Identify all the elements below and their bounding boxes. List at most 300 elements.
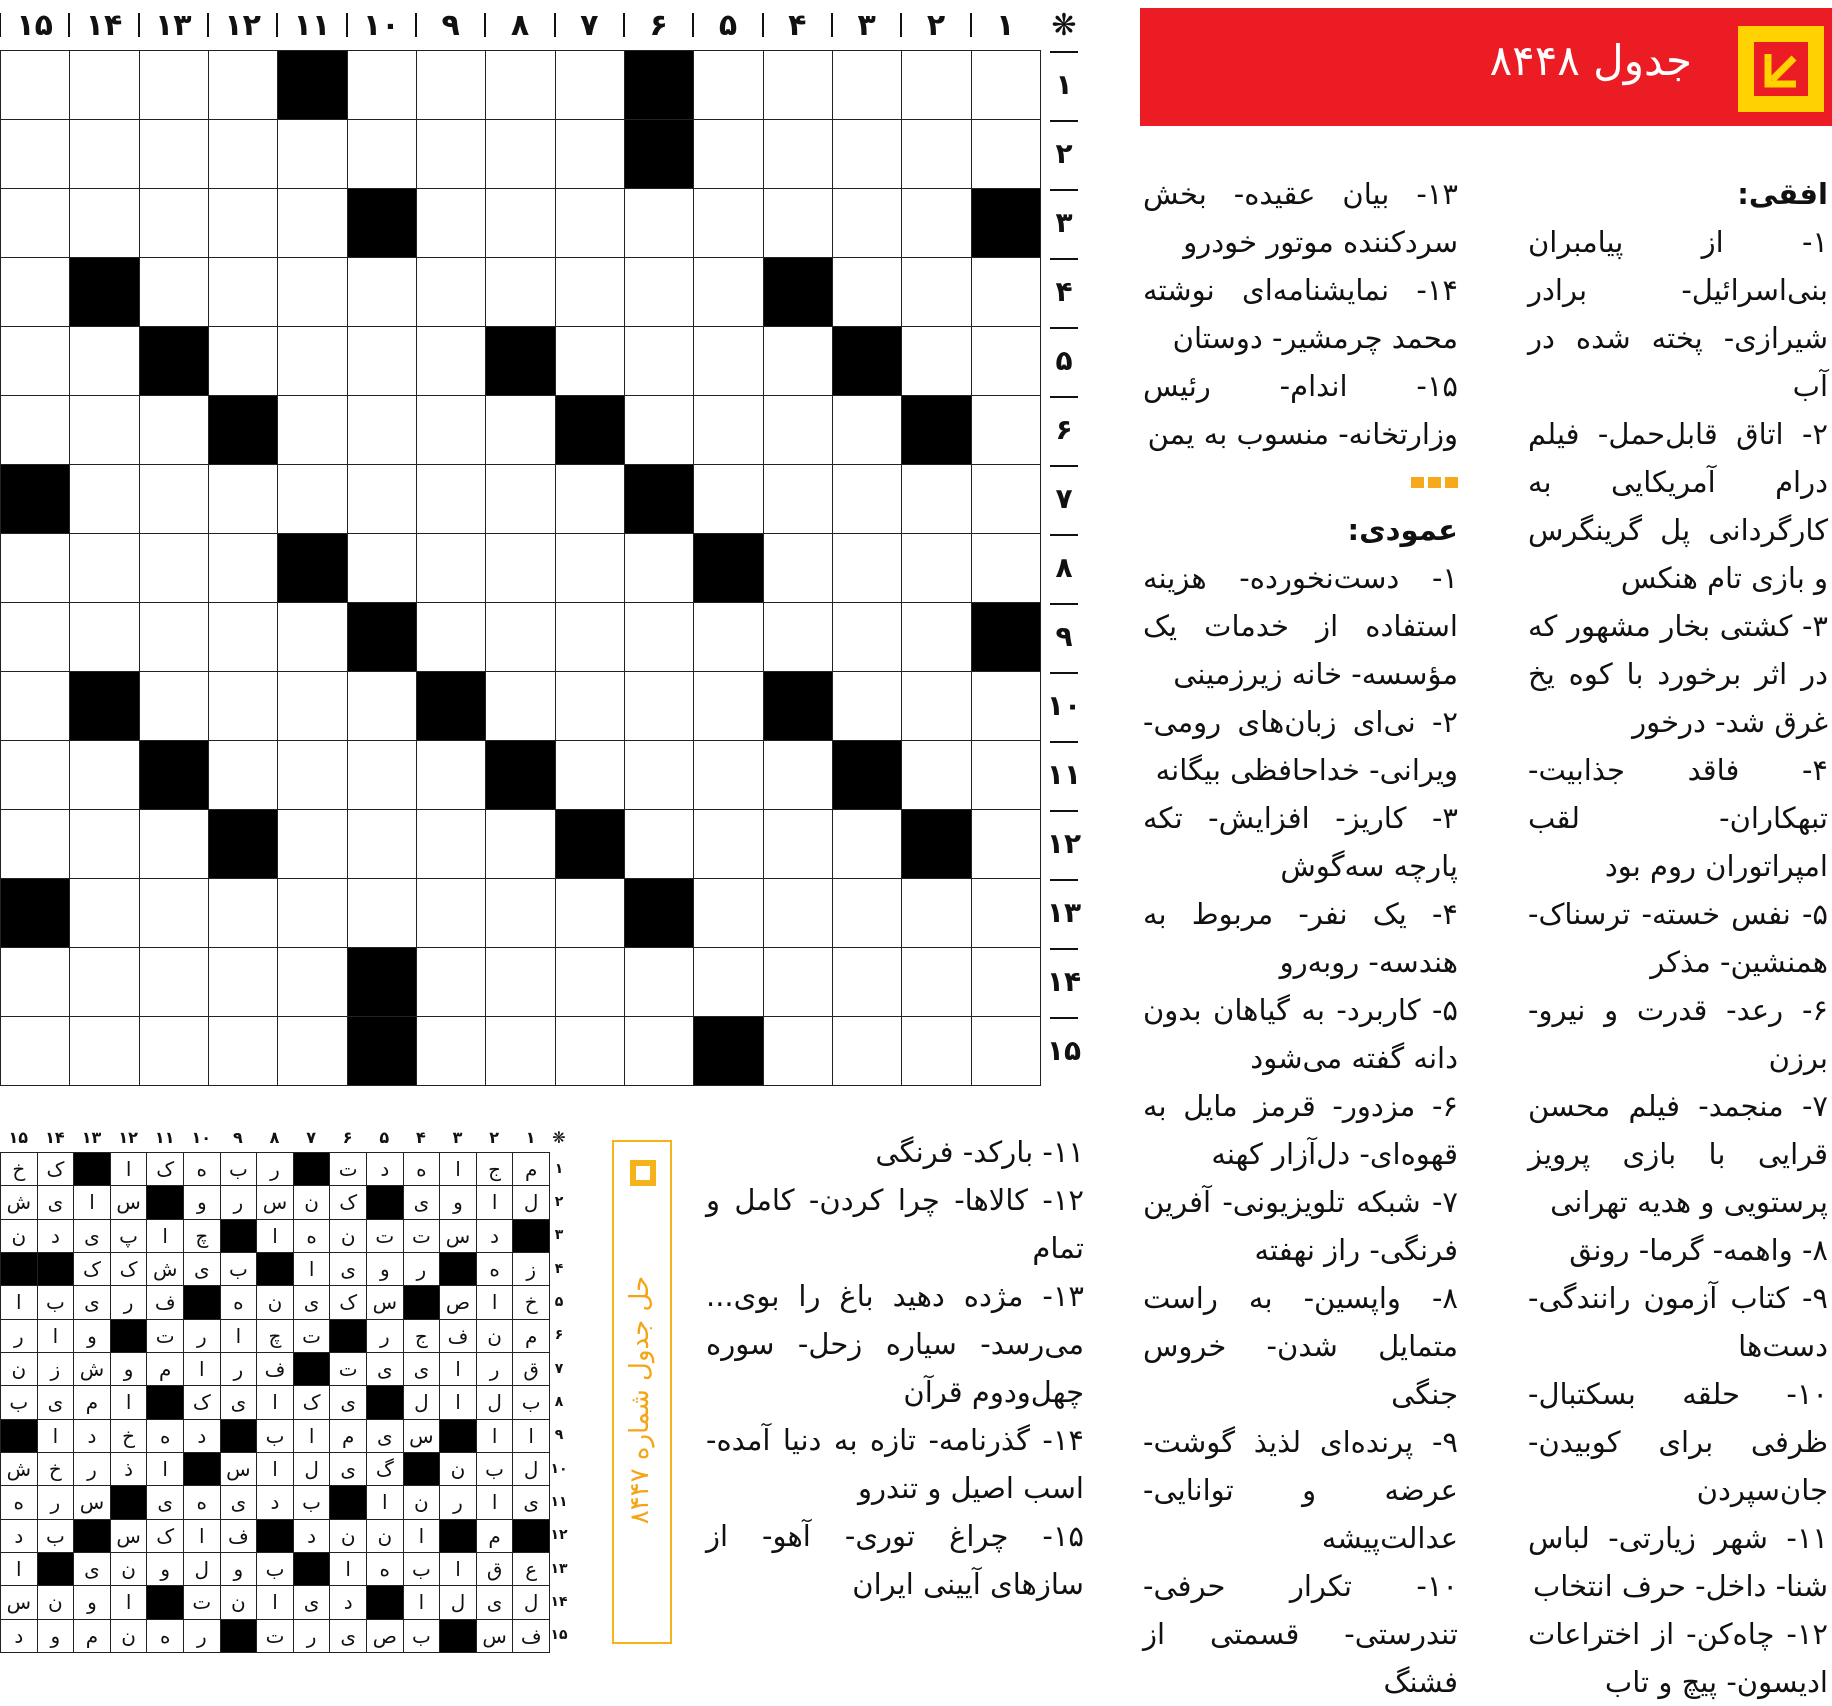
solution-cell: ی bbox=[476, 1585, 514, 1619]
clue-item: ۳- کاریز- افزایش- تکه پارچه سه‌گوش bbox=[1143, 801, 1458, 883]
solution-row-number: ۱۱ bbox=[550, 1493, 568, 1510]
solution-cell: ی bbox=[73, 1285, 111, 1319]
grid-cell bbox=[277, 119, 347, 189]
grid-cell bbox=[139, 809, 209, 879]
grid-cell bbox=[971, 740, 1041, 810]
solution-cell: س bbox=[110, 1185, 148, 1219]
row-number: ۱۵ bbox=[1046, 1034, 1082, 1067]
grid-cell bbox=[555, 1016, 625, 1086]
solution-cell: ش bbox=[0, 1185, 38, 1219]
grid-cell bbox=[277, 947, 347, 1017]
row-separator bbox=[1050, 603, 1078, 605]
row-number: ۱ bbox=[1055, 68, 1073, 101]
solution-cell: ن bbox=[110, 1552, 148, 1586]
grid-cell bbox=[416, 740, 486, 810]
grid-cell bbox=[901, 326, 971, 396]
row-number: ۸ bbox=[1055, 551, 1073, 584]
clue-item: ۱۲- کالاها- چرا کردن- کامل و تمام bbox=[706, 1183, 1084, 1265]
solution-cell: ر bbox=[183, 1619, 221, 1653]
solution-row-number: ۹ bbox=[554, 1427, 564, 1444]
grid-cell bbox=[416, 1016, 486, 1086]
grid-cell bbox=[763, 740, 833, 810]
solution-cell: ی bbox=[403, 1352, 441, 1386]
grid-cell bbox=[485, 188, 555, 258]
grid-cell bbox=[208, 947, 278, 1017]
solution-cell: ز bbox=[512, 1252, 550, 1286]
black-cell bbox=[69, 671, 139, 741]
solution-cell: ت bbox=[366, 1219, 404, 1253]
solution-black-cell bbox=[0, 1252, 38, 1286]
solution-cell: ک bbox=[37, 1152, 75, 1186]
solution-cell: ی bbox=[183, 1252, 221, 1286]
grid-cell bbox=[208, 878, 278, 948]
solution-cell: ل bbox=[512, 1585, 550, 1619]
solution-cell: ن bbox=[293, 1185, 331, 1219]
grid-cell bbox=[624, 257, 694, 327]
grid-cell bbox=[832, 602, 902, 672]
black-cell bbox=[0, 878, 70, 948]
grid-cell bbox=[555, 947, 625, 1017]
clue-item: ۱۵- چراغ توری- آهو- از سازهای آیینی ایران bbox=[706, 1519, 1084, 1601]
solution-black-cell bbox=[146, 1185, 184, 1219]
grid-cell bbox=[555, 533, 625, 603]
solution-cell: س bbox=[403, 1419, 441, 1453]
black-cell bbox=[555, 809, 625, 879]
grid-cell bbox=[555, 188, 625, 258]
solution-cell: ب bbox=[37, 1519, 75, 1553]
clue-item: ۸- واهمه- گرما- رونق bbox=[1569, 1233, 1828, 1267]
solution-cell: و bbox=[220, 1552, 258, 1586]
grid-cell bbox=[763, 1016, 833, 1086]
solution-cell: ا bbox=[512, 1419, 550, 1453]
solution-cell: د bbox=[37, 1219, 75, 1253]
solution-cell: د bbox=[256, 1485, 294, 1519]
solution-cell: ت bbox=[183, 1585, 221, 1619]
grid-cell bbox=[763, 878, 833, 948]
black-cell bbox=[139, 740, 209, 810]
solution-cell: ل bbox=[512, 1452, 550, 1486]
solution-cell: س bbox=[366, 1285, 404, 1319]
row-number: ۹ bbox=[1055, 620, 1073, 653]
grid-cell bbox=[971, 947, 1041, 1017]
row-separator bbox=[1050, 810, 1078, 812]
black-cell bbox=[347, 602, 417, 672]
solution-cell: د bbox=[476, 1219, 514, 1253]
column-number: ۹ bbox=[441, 7, 460, 43]
solution-column-number: ۱۴ bbox=[45, 1127, 65, 1147]
grid-cell bbox=[624, 947, 694, 1017]
solution-column-number: ۱۰ bbox=[191, 1127, 212, 1147]
solution-cell: ل bbox=[403, 1385, 441, 1419]
grid-cell bbox=[0, 395, 70, 465]
solution-black-cell bbox=[37, 1252, 75, 1286]
grid-cell bbox=[832, 809, 902, 879]
solution-cell: ا bbox=[220, 1319, 258, 1353]
grid-cell bbox=[485, 947, 555, 1017]
solution-cell: ر bbox=[439, 1485, 477, 1519]
grid-cell bbox=[832, 50, 902, 120]
solution-column-number: ۶ bbox=[342, 1127, 353, 1147]
grid-cell bbox=[0, 257, 70, 327]
solution-cell: ی bbox=[329, 1252, 367, 1286]
solution-cell: ر bbox=[293, 1619, 331, 1653]
solution-cell: ا bbox=[73, 1185, 111, 1219]
clue-item: ۹- پرنده‌ای لذیذ گوشت- عرضه و توانایی- عدالت‌پیشه bbox=[1143, 1425, 1458, 1555]
solution-cell: ل bbox=[183, 1552, 221, 1586]
solution-cell: ی bbox=[146, 1485, 184, 1519]
black-cell bbox=[832, 740, 902, 810]
solution-black-cell bbox=[110, 1319, 148, 1353]
solution-column-number: ۱ bbox=[525, 1127, 536, 1147]
grid-cell bbox=[0, 1016, 70, 1086]
solution-column-number: ۸ bbox=[269, 1127, 280, 1147]
divider-square bbox=[1445, 477, 1458, 488]
solution-cell: ا bbox=[110, 1585, 148, 1619]
grid-cell bbox=[763, 464, 833, 534]
solution-cell: ق bbox=[512, 1352, 550, 1386]
grid-cell bbox=[139, 878, 209, 948]
column-number: ۱ bbox=[996, 7, 1015, 43]
grid-cell bbox=[208, 671, 278, 741]
grid-cell bbox=[139, 602, 209, 672]
black-cell bbox=[693, 1016, 763, 1086]
solution-cell: و bbox=[73, 1319, 111, 1353]
solution-black-cell bbox=[73, 1519, 111, 1553]
solution-cell: ا bbox=[293, 1252, 331, 1286]
row-separator bbox=[1050, 534, 1078, 536]
grid-cell bbox=[693, 671, 763, 741]
black-cell bbox=[277, 50, 347, 120]
solution-row-number: ۱۰ bbox=[550, 1460, 568, 1477]
black-cell bbox=[208, 395, 278, 465]
row-separator bbox=[1050, 258, 1078, 260]
solution-cell: د bbox=[366, 1152, 404, 1186]
grid-cell bbox=[277, 671, 347, 741]
grid-cell bbox=[139, 671, 209, 741]
black-cell bbox=[555, 395, 625, 465]
solution-cell: ب bbox=[37, 1285, 75, 1319]
solution-cell: ا bbox=[403, 1585, 441, 1619]
grid-cell bbox=[901, 464, 971, 534]
solution-cell: ا bbox=[439, 1385, 477, 1419]
grid-cell bbox=[832, 533, 902, 603]
grid-cell bbox=[763, 395, 833, 465]
solution-cell: ا bbox=[476, 1419, 514, 1453]
grid-cell bbox=[555, 671, 625, 741]
solution-black-cell bbox=[146, 1585, 184, 1619]
black-cell bbox=[901, 395, 971, 465]
grid-cell bbox=[901, 602, 971, 672]
grid-cell bbox=[624, 533, 694, 603]
row-number: ۴ bbox=[1055, 275, 1073, 308]
grid-cell bbox=[485, 602, 555, 672]
solution-row-numbers bbox=[549, 1152, 569, 1652]
grid-cell bbox=[416, 602, 486, 672]
solution-black-cell bbox=[0, 1419, 38, 1453]
grid-cell bbox=[485, 533, 555, 603]
solution-column-numbers bbox=[0, 1122, 570, 1152]
grid-cell bbox=[763, 809, 833, 879]
solution-row-number: ۷ bbox=[554, 1360, 564, 1377]
grid-cell bbox=[555, 119, 625, 189]
solution-row-number: ۱۵ bbox=[550, 1627, 568, 1644]
solution-cell: ا bbox=[439, 1552, 477, 1586]
grid-cell bbox=[416, 395, 486, 465]
grid-cell bbox=[416, 533, 486, 603]
grid-cell bbox=[971, 671, 1041, 741]
grid-cell bbox=[624, 602, 694, 672]
solution-cell: م bbox=[512, 1152, 550, 1186]
column-separator bbox=[0, 13, 1, 37]
clue-item: ۱- از پیامبران بنی‌اسرائیل- برادر شیرازی- پخته شده در آب bbox=[1528, 225, 1828, 403]
solution-cell: ا bbox=[329, 1552, 367, 1586]
black-cell bbox=[763, 257, 833, 327]
clue-item: ۳- کشتی بخار مشهور که در اثر برخورد با کوه یخ غرق شد- درخور bbox=[1528, 609, 1828, 739]
solution-cell: م bbox=[146, 1352, 184, 1386]
solution-cell: ع bbox=[512, 1552, 550, 1586]
grid-cell bbox=[277, 326, 347, 396]
solution-cell: ا bbox=[366, 1485, 404, 1519]
grid-cell bbox=[0, 740, 70, 810]
column-number: ۷ bbox=[580, 7, 599, 43]
row-number: ۳ bbox=[1055, 206, 1073, 239]
row-separator bbox=[1050, 672, 1078, 674]
solution-cell: ر bbox=[220, 1185, 258, 1219]
solution-cell: ک bbox=[329, 1185, 367, 1219]
column-number: ۱۰ bbox=[363, 7, 400, 43]
solution-black-cell bbox=[146, 1385, 184, 1419]
solution-cell: ر bbox=[110, 1285, 148, 1319]
row-number: ۱۳ bbox=[1046, 896, 1082, 929]
solution-cell: چ bbox=[183, 1219, 221, 1253]
divider-square bbox=[1411, 477, 1424, 488]
grid-cell bbox=[555, 50, 625, 120]
solution-row-number: ۶ bbox=[554, 1327, 564, 1344]
grid-cell bbox=[0, 671, 70, 741]
solution-black-cell bbox=[439, 1419, 477, 1453]
solution-row-number: ۲ bbox=[554, 1193, 564, 1210]
solution-cell: ی bbox=[73, 1219, 111, 1253]
solution-cell: ی bbox=[37, 1185, 75, 1219]
solution-row-number: ۴ bbox=[554, 1260, 564, 1277]
black-cell bbox=[624, 50, 694, 120]
solution-cell: ر bbox=[220, 1352, 258, 1386]
column-number: ۵ bbox=[718, 7, 738, 43]
grid-cell bbox=[624, 395, 694, 465]
grid-cell bbox=[416, 326, 486, 396]
clue-item: ۱۱- بارکد- فرنگی bbox=[875, 1135, 1084, 1169]
section-divider bbox=[1143, 458, 1458, 506]
solution-cell: د bbox=[0, 1519, 38, 1553]
grid-cell bbox=[139, 464, 209, 534]
black-cell bbox=[69, 257, 139, 327]
solution-cell: ب bbox=[220, 1252, 258, 1286]
grid-cell bbox=[693, 326, 763, 396]
grid-cell bbox=[208, 464, 278, 534]
black-cell bbox=[901, 809, 971, 879]
black-cell bbox=[139, 326, 209, 396]
solution-cell: ف bbox=[220, 1519, 258, 1553]
grid-cell bbox=[416, 257, 486, 327]
solution-corner-symbol: ❋ bbox=[552, 1127, 566, 1147]
solution-cell: ن bbox=[220, 1585, 258, 1619]
solution-cell: ب bbox=[256, 1552, 294, 1586]
solution-black-cell bbox=[293, 1352, 331, 1386]
row-separator bbox=[1050, 741, 1078, 743]
solution-cell: ش bbox=[73, 1352, 111, 1386]
column-number: ۸ bbox=[510, 7, 530, 43]
grid-cell bbox=[347, 119, 417, 189]
grid-cell bbox=[693, 257, 763, 327]
grid-cell bbox=[901, 740, 971, 810]
header-banner bbox=[1140, 8, 1832, 126]
grid-cell bbox=[485, 50, 555, 120]
solution-column-number: ۴ bbox=[416, 1127, 426, 1147]
grid-cell bbox=[0, 326, 70, 396]
grid-cell bbox=[139, 947, 209, 1017]
grid-cell bbox=[971, 1016, 1041, 1086]
solution-cell: ص bbox=[439, 1285, 477, 1319]
grid-cell bbox=[208, 119, 278, 189]
grid-cell bbox=[901, 257, 971, 327]
row-separator bbox=[1050, 189, 1078, 191]
solution-black-cell bbox=[512, 1219, 550, 1253]
solution-cell: ب bbox=[476, 1452, 514, 1486]
solution-cell: ه bbox=[293, 1219, 331, 1253]
solution-cell: ا bbox=[256, 1219, 294, 1253]
solution-black-cell bbox=[293, 1552, 331, 1586]
solution-cell: ب bbox=[403, 1619, 441, 1653]
grid-cell bbox=[901, 533, 971, 603]
grid-cell bbox=[485, 464, 555, 534]
solution-cell: ف bbox=[256, 1352, 294, 1386]
solution-black-cell bbox=[439, 1252, 477, 1286]
solution-cell: ه bbox=[183, 1485, 221, 1519]
page-title: جدول ۸۴۴۸ bbox=[1489, 36, 1692, 85]
column-number: ۱۳ bbox=[155, 7, 192, 43]
row-separator bbox=[1050, 948, 1078, 950]
solution-cell: ق bbox=[476, 1552, 514, 1586]
solution-cell: د bbox=[183, 1419, 221, 1453]
solution-cell: ت bbox=[329, 1152, 367, 1186]
solution-black-cell bbox=[403, 1285, 441, 1319]
grid-cell bbox=[485, 257, 555, 327]
solution-cell: م bbox=[512, 1319, 550, 1353]
grid-cell bbox=[208, 602, 278, 672]
clues-column-middle bbox=[1143, 170, 1458, 1706]
black-cell bbox=[416, 671, 486, 741]
solution-row-number: ۱۴ bbox=[550, 1593, 568, 1610]
grid-cell bbox=[971, 533, 1041, 603]
grid-cell bbox=[347, 257, 417, 327]
row-number: ۱۰ bbox=[1046, 689, 1082, 722]
solution-cell: ب bbox=[256, 1419, 294, 1453]
grid-cell bbox=[485, 119, 555, 189]
grid-cell bbox=[277, 395, 347, 465]
clue-item: ۶- مزدور- قرمز مایل به قهوه‌ای- دل‌آزار کهنه bbox=[1143, 1089, 1458, 1171]
solution-cell: ا bbox=[476, 1485, 514, 1519]
column-number: ۲ bbox=[926, 7, 946, 43]
solution-black-cell bbox=[183, 1452, 221, 1486]
grid-cell bbox=[277, 740, 347, 810]
grid-cell bbox=[832, 119, 902, 189]
grid-cell bbox=[277, 809, 347, 879]
solution-black-cell bbox=[403, 1452, 441, 1486]
solution-cell: د bbox=[73, 1419, 111, 1453]
row-separator bbox=[1050, 879, 1078, 881]
grid-cell bbox=[624, 188, 694, 258]
solution-cell: ی bbox=[366, 1352, 404, 1386]
solution-cell: ب bbox=[0, 1385, 38, 1419]
solution-cell: ا bbox=[183, 1352, 221, 1386]
grid-cell bbox=[139, 50, 209, 120]
grid-cell bbox=[901, 947, 971, 1017]
grid-cell bbox=[693, 947, 763, 1017]
grid-cell bbox=[69, 119, 139, 189]
grid-cell bbox=[485, 809, 555, 879]
grid-cell bbox=[971, 809, 1041, 879]
grid-cell bbox=[555, 326, 625, 396]
grid-cell bbox=[693, 119, 763, 189]
solution-cell: ا bbox=[110, 1385, 148, 1419]
grid-cell bbox=[69, 878, 139, 948]
grid-cell bbox=[416, 188, 486, 258]
grid-cell bbox=[901, 119, 971, 189]
grid-cell bbox=[0, 947, 70, 1017]
grid-cell bbox=[69, 50, 139, 120]
solution-cell: ن bbox=[366, 1519, 404, 1553]
row-separator bbox=[1050, 465, 1078, 467]
grid-cell bbox=[0, 533, 70, 603]
black-cell bbox=[624, 119, 694, 189]
solution-cell: ه bbox=[403, 1152, 441, 1186]
solution-black-cell bbox=[183, 1285, 221, 1319]
solution-cell: ل bbox=[476, 1385, 514, 1419]
solution-cell: ا bbox=[146, 1452, 184, 1486]
solution-black-cell bbox=[366, 1385, 404, 1419]
solution-cell: و bbox=[110, 1352, 148, 1386]
clue-item: ۵- کاربرد- به گیاهان بدون دانه گفته می‌شود bbox=[1143, 993, 1458, 1075]
solution-cell: ت bbox=[403, 1219, 441, 1253]
column-number: ۱۵ bbox=[16, 7, 53, 43]
solution-cell: ی bbox=[220, 1385, 258, 1419]
clue-item: ۷- منجمد- فیلم محسن قرایی با بازی پرویز پرستویی و هدیه تهرانی bbox=[1528, 1089, 1828, 1219]
grid-cell bbox=[832, 878, 902, 948]
grid-cell bbox=[416, 50, 486, 120]
grid-cell bbox=[555, 602, 625, 672]
row-separator bbox=[1050, 396, 1078, 398]
solution-cell: خ bbox=[37, 1452, 75, 1486]
solution-cell: س bbox=[110, 1519, 148, 1553]
column-number: ۶ bbox=[649, 7, 668, 43]
grid-cell bbox=[485, 671, 555, 741]
solution-cell: ف bbox=[439, 1319, 477, 1353]
solution-cell: ر bbox=[403, 1252, 441, 1286]
solution-black-cell bbox=[512, 1519, 550, 1553]
grid-cell bbox=[347, 395, 417, 465]
clue-item: ۴- یک نفر- مربوط به هندسه- روبه‌رو bbox=[1143, 897, 1458, 979]
solution-cell: ی bbox=[329, 1619, 367, 1653]
solution-cell: پ bbox=[110, 1219, 148, 1253]
row-number: ۶ bbox=[1055, 413, 1073, 446]
black-cell bbox=[208, 809, 278, 879]
grid-cell bbox=[555, 257, 625, 327]
grid-cell bbox=[347, 878, 417, 948]
solution-cell: ن bbox=[37, 1585, 75, 1619]
clue-item: ۱- دست‌نخورده- هزینه استفاده از خدمات یک مؤسسه- خانه زیرزمینی bbox=[1143, 561, 1458, 691]
solution-row-number: ۵ bbox=[554, 1293, 564, 1310]
solution-row-number: ۱۲ bbox=[550, 1527, 568, 1544]
